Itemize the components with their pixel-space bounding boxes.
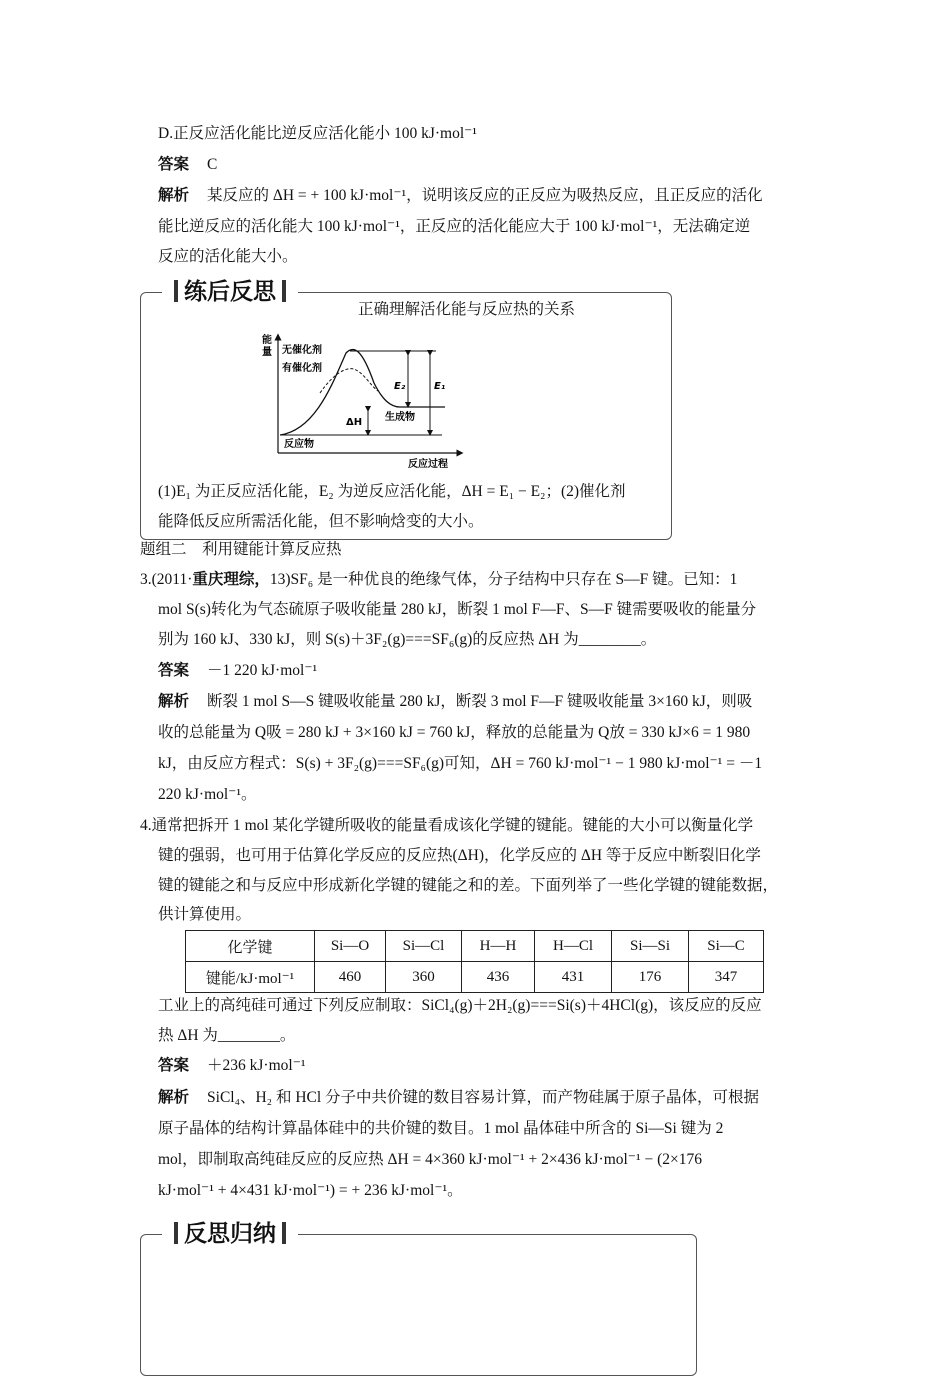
heading-bar-left <box>174 280 178 302</box>
analysis-line: 反应的活化能大小。 <box>158 248 298 265</box>
y-label-2: 量 <box>262 347 272 358</box>
q3-answer-row: 答案 －1 220 kJ·mol⁻¹ <box>158 662 318 679</box>
reflection-heading: 练后反思 <box>162 277 298 307</box>
q4-line: 供计算使用。 <box>158 906 252 923</box>
bond-energy-table <box>185 930 764 993</box>
bond-cell: H—Cl <box>535 931 612 962</box>
q3-analysis-line: 收的总能量为 Q吸 = 280 kJ + 3×160 kJ = 760 kJ，释放的总能量为 Q放 = 330 kJ×6 = 1 980 <box>158 724 751 741</box>
option-d: D.正反应活化能比逆反应活化能小 100 kJ·mol⁻¹ <box>158 125 477 142</box>
heading-bar-right <box>282 1222 286 1244</box>
no-catalyst-label: 无催化剂 <box>282 345 322 356</box>
with-catalyst-label: 有催化剂 <box>282 363 322 374</box>
table-row <box>186 931 764 962</box>
q3-analysis-line: kJ，由反应方程式：S(s) + 3F₂(g)===SF₆(g)可知，ΔH = 760 kJ·mol⁻¹ − 1 980 kJ·mol⁻¹ = －1 <box>158 755 763 772</box>
q4-after-line: 热 ΔH 为________。 <box>158 1027 296 1044</box>
heading-bar-left <box>174 1222 178 1244</box>
energy-cell: 431 <box>535 962 612 993</box>
q4-after-line: 工业上的高纯硅可通过下列反应制取：SiCl₄(g)＋2H₂(g)===Si(s)＋4HCl(g)，该反应的反应 <box>158 997 762 1014</box>
reflection-title: 正确理解活化能与反应热的关系 <box>358 301 576 318</box>
reflection-note: 能降低反应所需活化能，但不影响焓变的大小。 <box>158 513 484 530</box>
energy-diagram <box>250 325 480 475</box>
q4-line: 4.通常把拆开 1 mol 某化学键所吸收的能量看成该化学键的键能。键能的大小可以衡量化学 <box>140 817 754 834</box>
answer-row <box>158 155 217 175</box>
q4-analysis-line: kJ·mol⁻¹ + 4×431 kJ·mol⁻¹) = + 236 kJ·mol⁻¹。 <box>158 1182 463 1199</box>
energy-cell: 436 <box>462 962 535 993</box>
e2-label: E₂ <box>394 381 406 392</box>
bond-cell: H—H <box>462 931 535 962</box>
bond-cell: Si—Si <box>612 931 689 962</box>
energy-cell: 360 <box>386 962 462 993</box>
q4-answer-value: ＋236 kJ·mol⁻¹ <box>207 1057 306 1074</box>
q4-answer-row: 答案 ＋236 kJ·mol⁻¹ <box>158 1057 306 1074</box>
q4-analysis-line: 原子晶体的结构计算晶体硅中的共价键的数目。1 mol 晶体硅中所含的 Si—Si 键为 2 <box>158 1120 724 1137</box>
reactant-label: 反应物 <box>284 439 314 450</box>
q4-analysis-line: mol，即制取高纯硅反应的反应热 ΔH = 4×360 kJ·mol⁻¹ + 2×436 kJ·mol⁻¹ − (2×176 <box>158 1151 703 1168</box>
row-header: 键能/kJ·mol⁻¹ <box>186 962 315 993</box>
answer-value: C <box>207 156 218 173</box>
e1-label: E₁ <box>434 381 446 392</box>
q3-answer-value: －1 220 kJ·mol⁻¹ <box>207 662 318 679</box>
q3-analysis-line: 解析 断裂 1 mol S—S 键吸收能量 280 kJ，断裂 3 mol F—F 键吸收能量 3×160 kJ，则吸 <box>158 693 753 710</box>
analysis-label: 解析 <box>158 187 190 204</box>
bond-cell: Si—Cl <box>386 931 462 962</box>
y-label-1: 能 <box>262 335 272 346</box>
q3-line: 别为 160 kJ、330 kJ，则 S(s)＋3F₂(g)===SF₆(g)的反应热 ΔH 为________。 <box>158 631 657 648</box>
reflection-note: (1)E₁ 为正反应活化能，E₂ 为逆反应活化能，ΔH = E₁ − E₂；(2)催化剂 <box>158 483 626 500</box>
x-axis-label: 反应过程 <box>408 459 448 470</box>
product-label: 生成物 <box>385 412 415 423</box>
energy-cell: 347 <box>689 962 764 993</box>
q4-analysis-line: 解析 SiCl₄、H₂ 和 HCl 分子中共价键的数目容易计算，而产物硅属于原子晶体，可根据 <box>158 1089 760 1106</box>
analysis-line: 解析 某反应的 ΔH = + 100 kJ·mol⁻¹，说明该反应的正反应为吸热反应，且正反应的活化 <box>158 187 763 204</box>
dh-label: ΔH <box>346 417 363 428</box>
q3-line: mol S(s)转化为气态硫原子吸收能量 280 kJ，断裂 1 mol F—F、S—F 键需要吸收的能量分 <box>158 601 757 618</box>
q4-line: 键的强弱，也可用于估算化学反应的反应热(ΔH)，化学反应的 ΔH 等于反应中断裂旧化学 <box>158 847 761 864</box>
bond-cell: Si—O <box>315 931 386 962</box>
summary-box <box>140 1234 697 1376</box>
q4-line: 键的键能之和与反应中形成新化学键的键能之和的差。下面列举了一些化学键的键能数据， <box>158 877 779 894</box>
energy-cell: 176 <box>612 962 689 993</box>
q3-source: 重庆理综， <box>192 571 270 588</box>
row-header: 化学键 <box>186 931 315 962</box>
table-row <box>186 962 764 993</box>
summary-heading: 反思归纳 <box>162 1219 298 1249</box>
heading-bar-right <box>282 280 286 302</box>
q3-line: 3.(2011·重庆理综，13)SF₆ 是一种优良的绝缘气体，分子结构中只存在 S—F 键。已知：1 <box>140 571 738 588</box>
group-title: 题组二 利用键能计算反应热 <box>140 541 342 558</box>
energy-cell: 460 <box>315 962 386 993</box>
analysis-line: 能比逆反应的活化能大 100 kJ·mol⁻¹，正反应的活化能应大于 100 kJ·mol⁻¹，无法确定逆 <box>158 218 751 235</box>
q3-analysis-line: 220 kJ·mol⁻¹。 <box>158 786 257 803</box>
bond-cell: Si—C <box>689 931 764 962</box>
answer-label: 答案 <box>158 156 190 173</box>
